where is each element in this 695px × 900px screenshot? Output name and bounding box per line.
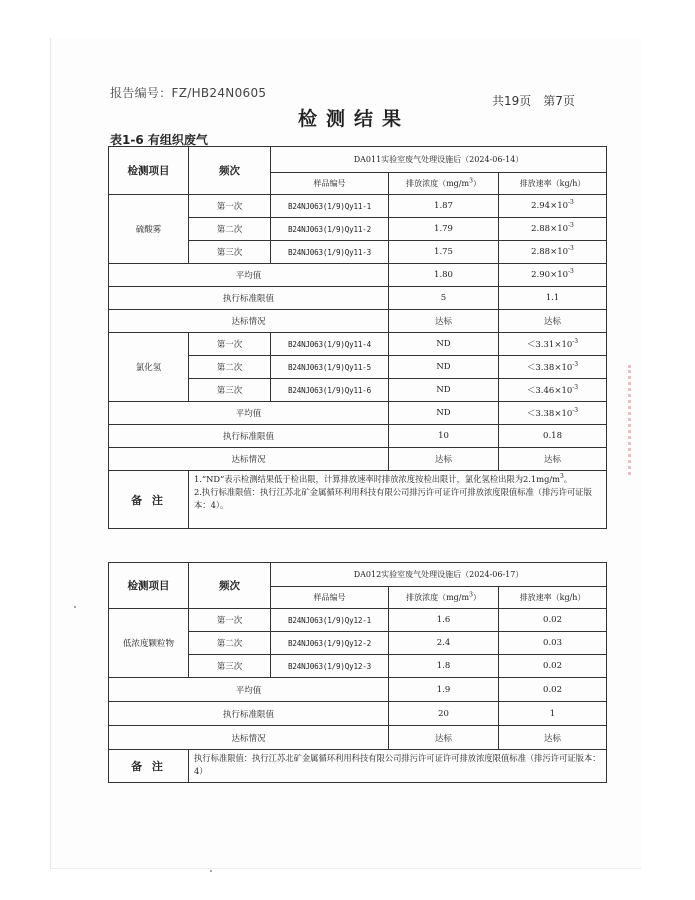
header-test-item: 检测项目 <box>109 147 189 195</box>
concentration-cell: 1.6 <box>389 609 499 632</box>
average-label: 平均值 <box>109 264 389 287</box>
scan-speck <box>74 606 76 608</box>
header-frequency: 频次 <box>189 563 271 609</box>
remark-line-1: 1.“ND”表示检测结果低于检出限，计算排放速率时排放浓度按检出限计，氯化氢检出限为$2.1mg/m^3$。 <box>194 473 573 484</box>
sample-id-cell: B24NJ063(1/9)Qy11-3 <box>271 241 389 264</box>
header-sample-id: 样品编号 <box>271 587 389 609</box>
concentration-cell: 1.8 <box>389 655 499 678</box>
average-rate: 0.02 <box>499 678 607 702</box>
limit-rate: 1.1 <box>499 287 607 310</box>
status-rate: 达标 <box>499 310 607 333</box>
concentration-cell: 1.87 <box>389 195 499 218</box>
concentration-cell: ND <box>389 379 499 402</box>
average-concentration: 1.9 <box>389 678 499 702</box>
rate-cell: $<3.31\times 10^{-3}$ <box>499 333 607 356</box>
sample-id-cell: B24NJ063(1/9)Qy11-2 <box>271 218 389 241</box>
sample-id-cell: B24NJ063(1/9)Qy12-2 <box>271 632 389 655</box>
average-label: 平均值 <box>109 678 389 702</box>
status-label: 达标情况 <box>109 310 389 333</box>
rate-cell: $<3.38\times 10^{-3}$ <box>499 356 607 379</box>
report-number: 报告编号：FZ/HB24N0605 <box>110 86 267 100</box>
status-concentration: 达标 <box>389 726 499 750</box>
status-label: 达标情况 <box>109 726 389 750</box>
table-caption: 表1-6 有组织废气 <box>110 133 208 147</box>
header-facility: DA012实验室废气处理设施后（2024-06-17） <box>271 563 607 587</box>
pollutant-name: 氯化氢 <box>109 333 189 402</box>
limit-label: 执行标准限值 <box>109 702 389 726</box>
limit-concentration: 5 <box>389 287 499 310</box>
header-concentration: 排放浓度$(mg/m^3)$ <box>389 587 499 609</box>
frequency-cell: 第二次 <box>189 356 271 379</box>
rate-cell: 0.02 <box>499 609 607 632</box>
rate-cell: $2.88\times 10^{-3}$ <box>499 241 607 264</box>
page-indicator: 共19页 第7页 <box>492 94 575 108</box>
status-label: 达标情况 <box>109 448 389 471</box>
limit-label: 执行标准限值 <box>109 425 389 448</box>
average-concentration: ND <box>389 402 499 425</box>
pollutant-name: 硫酸雾 <box>109 195 189 264</box>
sample-id-cell: B24NJ063(1/9)Qy11-4 <box>271 333 389 356</box>
rate-cell: $<3.46\times 10^{-3}$ <box>499 379 607 402</box>
pollutant-name: 低浓度颗粒物 <box>109 609 189 678</box>
average-concentration: 1.80 <box>389 264 499 287</box>
frequency-cell: 第一次 <box>189 609 271 632</box>
average-rate: $2.90\times 10^{-3}$ <box>499 264 607 287</box>
frequency-cell: 第二次 <box>189 218 271 241</box>
rate-cell: $2.94\times 10^{-3}$ <box>499 195 607 218</box>
sample-id-cell: B24NJ063(1/9)Qy11-1 <box>271 195 389 218</box>
status-concentration: 达标 <box>389 448 499 471</box>
sample-id-cell: B24NJ063(1/9)Qy11-6 <box>271 379 389 402</box>
header-concentration: 排放浓度$(mg/m^3)$ <box>389 173 499 195</box>
frequency-cell: 第三次 <box>189 655 271 678</box>
limit-rate: 1 <box>499 702 607 726</box>
remarks-label: 备 注 <box>109 750 189 783</box>
frequency-cell: 第一次 <box>189 195 271 218</box>
frequency-cell: 第三次 <box>189 379 271 402</box>
sample-id-cell: B24NJ063(1/9)Qy12-3 <box>271 655 389 678</box>
header-facility: DA011实验室废气处理设施后（2024-06-14） <box>271 147 607 173</box>
limit-label: 执行标准限值 <box>109 287 389 310</box>
header-frequency: 频次 <box>189 147 271 195</box>
status-rate: 达标 <box>499 448 607 471</box>
average-rate: $<3.38\times 10^{-3}$ <box>499 402 607 425</box>
page-title: 检测结果 <box>298 108 411 130</box>
concentration-cell: 2.4 <box>389 632 499 655</box>
frequency-cell: 第三次 <box>189 241 271 264</box>
limit-rate: 0.18 <box>499 425 607 448</box>
header-test-item: 检测项目 <box>109 563 189 609</box>
concentration-cell: 1.79 <box>389 218 499 241</box>
frequency-cell: 第二次 <box>189 632 271 655</box>
remarks-text: 执行标准限值：执行江苏北矿金属循环利用科技有限公司排污许可证许可排放浓度限值标准（排污许可证版本：4） <box>189 750 607 783</box>
remarks-text <box>189 471 607 529</box>
header-sample-id: 样品编号 <box>271 173 389 195</box>
remark-line-2: 2.执行标准限值：执行江苏北矿金属循环利用科技有限公司排污许可证许可排放浓度限值标准（排污许可证版本：4）。 <box>194 487 592 510</box>
concentration-cell: ND <box>389 356 499 379</box>
limit-concentration: 20 <box>389 702 499 726</box>
results-table-da011 <box>108 146 607 529</box>
limit-concentration: 10 <box>389 425 499 448</box>
scan-speck <box>210 870 212 872</box>
rate-cell: 0.02 <box>499 655 607 678</box>
frequency-cell: 第一次 <box>189 333 271 356</box>
concentration-cell: 1.75 <box>389 241 499 264</box>
header-rate: 排放速率（kg/h） <box>499 587 607 609</box>
results-table-da012 <box>108 562 607 783</box>
concentration-cell: ND <box>389 333 499 356</box>
header-rate: 排放速率（kg/h） <box>499 173 607 195</box>
remarks-label: 备 注 <box>109 471 189 529</box>
status-rate: 达标 <box>499 726 607 750</box>
rate-cell: 0.03 <box>499 632 607 655</box>
seal-stamp-edge <box>628 365 645 475</box>
sample-id-cell: B24NJ063(1/9)Qy12-1 <box>271 609 389 632</box>
average-label: 平均值 <box>109 402 389 425</box>
rate-cell: $2.88\times 10^{-3}$ <box>499 218 607 241</box>
status-concentration: 达标 <box>389 310 499 333</box>
sample-id-cell: B24NJ063(1/9)Qy11-5 <box>271 356 389 379</box>
